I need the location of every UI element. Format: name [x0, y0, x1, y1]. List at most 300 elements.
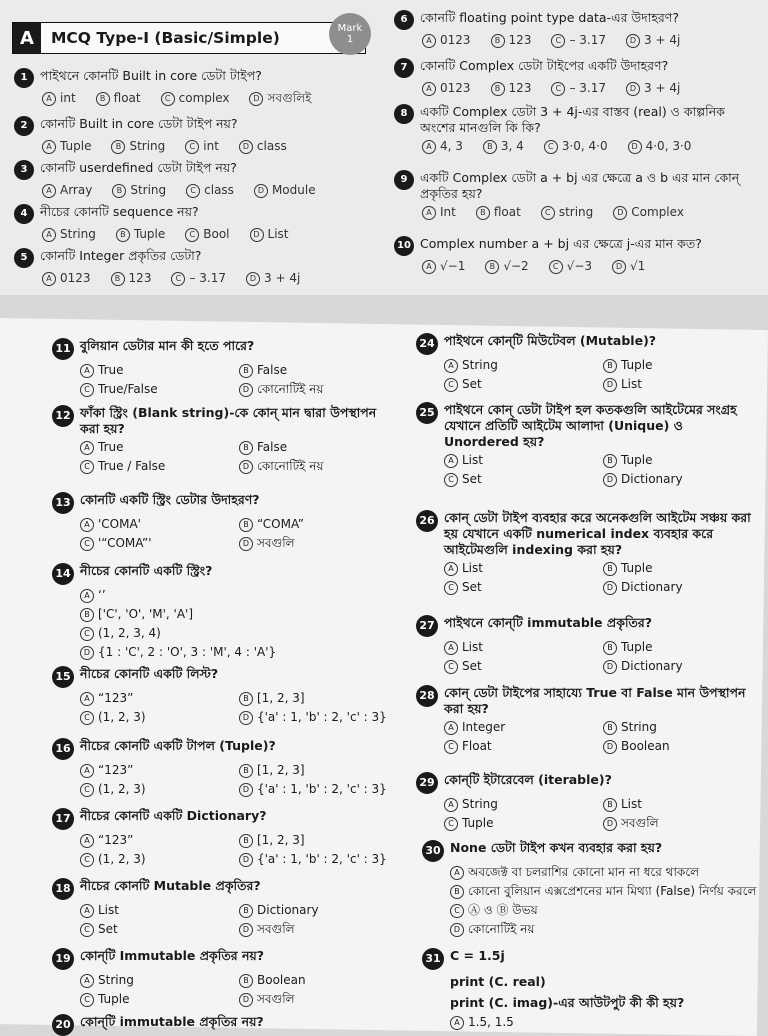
option-letter-icon: C: [185, 140, 199, 154]
question-number: 7: [394, 58, 414, 78]
option-letter-icon: A: [444, 562, 458, 576]
option-letter-icon: D: [239, 993, 253, 1007]
option-text: 123: [508, 33, 532, 47]
option-c[interactable]: [444, 659, 597, 674]
option-letter-icon: B: [116, 228, 130, 242]
option-b[interactable]: [239, 363, 392, 378]
option-letter-icon: A: [42, 184, 56, 198]
mark-badge: [329, 13, 371, 55]
option-text: '“COMA”': [98, 536, 152, 550]
option-c[interactable]: [171, 271, 226, 286]
option-a[interactable]: [444, 358, 597, 373]
option-text: string: [558, 205, 594, 219]
option-c[interactable]: [80, 626, 392, 641]
option-letter-icon: C: [80, 627, 94, 641]
option-b[interactable]: [111, 139, 165, 154]
option-text: Bool: [203, 227, 230, 241]
option-text: সবগুলি: [257, 536, 295, 550]
option-text: √−3: [566, 259, 593, 273]
option-d[interactable]: [603, 659, 756, 674]
option-letter-icon: C: [186, 184, 200, 198]
options-group: [450, 1015, 758, 1030]
option-letter-icon: D: [250, 228, 264, 242]
option-letter-icon: A: [42, 272, 56, 286]
question-stem: [52, 405, 392, 437]
question-25: [416, 402, 756, 487]
option-a[interactable]: [444, 720, 597, 735]
option-b[interactable]: [239, 973, 392, 988]
option-letter-icon: A: [80, 692, 94, 706]
option-text: ['C', 'O', 'M', 'A']: [98, 607, 194, 621]
option-c[interactable]: [444, 816, 597, 831]
option-text: String: [129, 139, 166, 153]
option-letter-icon: A: [444, 454, 458, 468]
option-letter-icon: C: [544, 140, 558, 154]
option-letter-icon: C: [80, 923, 94, 937]
option-d[interactable]: [246, 271, 300, 286]
question-9: [394, 170, 754, 220]
option-text: Dictionary: [621, 659, 683, 673]
option-letter-icon: A: [42, 140, 56, 154]
option-c[interactable]: [186, 183, 234, 198]
question-number: 5: [14, 248, 34, 268]
question-6: [394, 10, 754, 48]
option-a[interactable]: [422, 139, 463, 154]
option-a[interactable]: [42, 91, 76, 106]
option-c[interactable]: [80, 382, 233, 397]
question-stem: [394, 58, 754, 78]
question-text: C = 1.5j: [450, 948, 505, 963]
option-d[interactable]: [239, 139, 287, 154]
question-number: 30: [422, 840, 444, 862]
option-text: 4, 3: [440, 139, 463, 153]
question-text: নীচের কোনটি একটি স্ট্রিং?: [80, 563, 213, 578]
option-c[interactable]: [444, 580, 597, 595]
option-d[interactable]: [239, 852, 392, 867]
option-text: Tuple: [462, 816, 494, 830]
option-letter-icon: A: [80, 904, 94, 918]
options-group: [444, 720, 756, 754]
option-text: Float: [462, 739, 492, 753]
option-a[interactable]: [42, 139, 91, 154]
option-b[interactable]: [239, 440, 392, 455]
option-text: Module: [271, 183, 316, 197]
option-letter-icon: C: [444, 740, 458, 754]
option-text: int: [203, 139, 219, 153]
option-d[interactable]: [80, 645, 392, 660]
option-b[interactable]: [603, 561, 756, 576]
option-a[interactable]: [80, 691, 233, 706]
options-group: [444, 358, 756, 392]
option-text: Dictionary: [621, 472, 683, 486]
option-letter-icon: C: [80, 783, 94, 797]
question-18: [52, 878, 392, 937]
question-text: Complex number a + bj এর ক্ষেত্রে j-এর মান কত?: [420, 236, 702, 251]
option-b[interactable]: [491, 81, 532, 96]
question-stem: [52, 738, 392, 760]
question-number: 4: [14, 204, 34, 224]
option-letter-icon: B: [239, 518, 253, 532]
question-stem: [14, 160, 374, 180]
option-a[interactable]: [444, 640, 597, 655]
option-letter-icon: D: [603, 378, 617, 392]
question-text: নীচের কোনটি একটি Dictionary?: [80, 808, 267, 823]
mark-label: Mark: [337, 23, 363, 34]
option-text: String: [130, 183, 167, 197]
option-c[interactable]: [80, 852, 233, 867]
option-text: Tuple: [60, 139, 92, 153]
option-c[interactable]: [549, 259, 592, 274]
option-b[interactable]: [239, 763, 392, 778]
option-text: String: [462, 797, 498, 811]
option-c[interactable]: [80, 922, 233, 937]
option-letter-icon: A: [80, 589, 94, 603]
option-text: কোনোটিই নয়: [468, 922, 535, 936]
option-d[interactable]: [239, 382, 392, 397]
option-letter-icon: D: [249, 92, 263, 106]
option-d[interactable]: [239, 992, 392, 1007]
option-a[interactable]: [80, 517, 233, 532]
option-c[interactable]: [444, 472, 597, 487]
option-text: Tuple: [621, 453, 653, 467]
question-number: 9: [394, 170, 414, 190]
option-d[interactable]: [249, 91, 311, 106]
question-stem: [394, 10, 754, 30]
question-text: পাইথনে কোন্‌টি মিউটেবল (Mutable)?: [444, 333, 657, 348]
option-text: 123: [508, 81, 532, 95]
option-letter-icon: D: [603, 740, 617, 754]
option-a[interactable]: [444, 561, 597, 576]
option-letter-icon: D: [603, 660, 617, 674]
options-group: [42, 227, 374, 242]
question-stem: [52, 948, 392, 970]
option-text: Set: [462, 659, 482, 673]
option-text: সবগুলি: [621, 816, 659, 830]
options-group: [80, 903, 392, 937]
option-a[interactable]: [450, 1015, 601, 1030]
options-group: [80, 691, 392, 725]
option-a[interactable]: [80, 440, 233, 455]
option-c[interactable]: [444, 377, 597, 392]
option-b[interactable]: [603, 720, 756, 735]
option-letter-icon: D: [246, 272, 260, 286]
option-a[interactable]: [422, 81, 471, 96]
options-group: [444, 453, 756, 487]
options-group: [80, 363, 392, 397]
option-b[interactable]: [96, 91, 141, 106]
option-b[interactable]: [603, 640, 756, 655]
option-c[interactable]: [551, 81, 606, 96]
option-text: “123”: [98, 833, 134, 847]
option-text: “123”: [98, 691, 134, 705]
options-group: [42, 271, 374, 286]
option-text: √−1: [440, 259, 466, 273]
option-c[interactable]: [185, 139, 219, 154]
option-letter-icon: B: [239, 364, 253, 378]
option-text: {'a' : 1, 'b' : 2, 'c' : 3}: [257, 782, 387, 796]
option-a[interactable]: [444, 453, 597, 468]
option-letter-icon: A: [42, 228, 56, 242]
question-26: [416, 510, 756, 595]
question-text: পাইথনে কোন্‌টি immutable প্রকৃতির?: [444, 615, 653, 630]
option-letter-icon: B: [603, 641, 617, 655]
option-b[interactable]: [483, 139, 524, 154]
option-letter-icon: C: [80, 537, 94, 551]
option-text: float: [113, 91, 141, 105]
option-a[interactable]: [80, 363, 233, 378]
question-11: [52, 338, 392, 397]
option-letter-icon: D: [613, 206, 627, 220]
option-text: “COMA”: [257, 517, 304, 531]
question-text: None ডেটা টাইপ কখন ব্যবহার করা হয়?: [450, 840, 663, 855]
question-text: পাইথনে কোনটি Built in core ডেটা টাইপ?: [40, 68, 262, 83]
question-number: 2: [14, 116, 34, 136]
option-text: {'a' : 1, 'b' : 2, 'c' : 3}: [257, 710, 387, 724]
option-c[interactable]: [80, 782, 233, 797]
option-text: Set: [462, 472, 482, 486]
option-a[interactable]: [80, 763, 233, 778]
question-number: 11: [52, 338, 74, 360]
option-b[interactable]: [603, 797, 756, 812]
option-text: List: [462, 561, 483, 575]
option-c[interactable]: [80, 992, 233, 1007]
option-d[interactable]: [613, 205, 684, 220]
question-2: [14, 116, 374, 154]
option-text: (1, 2, 3): [98, 852, 146, 866]
option-letter-icon: B: [603, 798, 617, 812]
question-number: 27: [416, 615, 438, 637]
question-stem: [52, 666, 392, 688]
option-text: কোনোটিই নয়: [257, 382, 324, 396]
option-text: List: [267, 227, 289, 241]
question-15: [52, 666, 392, 725]
option-a[interactable]: [80, 903, 233, 918]
option-letter-icon: B: [239, 692, 253, 706]
option-a[interactable]: [80, 973, 233, 988]
option-text: Dictionary: [257, 903, 319, 917]
question-text: নীচের কোনটি একটি টাপল (Tuple)?: [80, 738, 276, 753]
option-d[interactable]: [239, 922, 392, 937]
option-text: 3 + 4j: [644, 81, 681, 95]
question-text: কোনটি Complex ডেটা টাইপের একটি উদাহরণ?: [420, 58, 669, 73]
option-text: সবগুলিই: [267, 91, 312, 105]
option-b[interactable]: [116, 227, 165, 242]
option-c[interactable]: [80, 536, 233, 551]
question-extra-line: print (C. real): [450, 974, 546, 989]
question-text: কোন্‌টি ইটারেবেল (iterable)?: [444, 772, 612, 787]
option-letter-icon: A: [450, 866, 464, 880]
option-letter-icon: D: [450, 923, 464, 937]
options-group: [422, 81, 754, 96]
option-d[interactable]: [626, 81, 680, 96]
question-number: 13: [52, 492, 74, 514]
option-c[interactable]: [80, 459, 233, 474]
option-text: 3, 4: [500, 139, 524, 153]
options-group: [80, 763, 392, 797]
option-d[interactable]: [628, 139, 692, 154]
option-text: √−2: [503, 259, 529, 273]
option-d[interactable]: [239, 710, 392, 725]
question-number: 10: [394, 236, 414, 256]
option-text: List: [462, 640, 483, 654]
option-c[interactable]: [541, 205, 593, 220]
options-group: [42, 139, 374, 154]
option-d[interactable]: [612, 259, 645, 274]
option-letter-icon: D: [239, 783, 253, 797]
question-10: [394, 236, 754, 274]
option-text: [1, 2, 3]: [257, 691, 305, 705]
option-d[interactable]: [239, 459, 392, 474]
option-b[interactable]: [476, 205, 521, 220]
option-a[interactable]: [422, 205, 456, 220]
question-text: কোন্ ডেটা টাইপের সাহায্যে True বা False মান উপস্থাপন করা হয়?: [444, 685, 746, 716]
option-b[interactable]: [239, 833, 392, 848]
option-letter-icon: C: [171, 272, 185, 286]
option-a[interactable]: [42, 271, 91, 286]
option-c[interactable]: [551, 33, 606, 48]
option-b[interactable]: [491, 33, 532, 48]
question-number: 8: [394, 104, 414, 124]
option-c[interactable]: [185, 227, 229, 242]
option-b[interactable]: [485, 259, 528, 274]
option-a[interactable]: [444, 797, 597, 812]
option-c[interactable]: [450, 903, 758, 918]
option-a[interactable]: [80, 588, 392, 603]
option-letter-icon: B: [450, 885, 464, 899]
option-letter-icon: D: [254, 184, 268, 198]
option-letter-icon: C: [551, 82, 565, 96]
option-b[interactable]: [603, 358, 756, 373]
option-letter-icon: A: [422, 206, 436, 220]
option-text: 1.5, 1.5: [468, 1015, 514, 1029]
option-letter-icon: A: [444, 798, 458, 812]
question-text: ফাঁকা স্ট্রিং (Blank string)-কে কোন্ মান দ্বারা উপস্থাপন করা হয়?: [80, 405, 377, 436]
option-text: (1, 2, 3): [98, 710, 146, 724]
option-letter-icon: B: [485, 260, 499, 274]
option-a[interactable]: [42, 183, 92, 198]
option-b[interactable]: [239, 517, 392, 532]
option-b[interactable]: [239, 903, 392, 918]
option-letter-icon: B: [476, 206, 490, 220]
option-letter-icon: A: [444, 359, 458, 373]
option-letter-icon: D: [239, 711, 253, 725]
option-letter-icon: D: [603, 581, 617, 595]
option-d[interactable]: [239, 536, 392, 551]
option-d[interactable]: [239, 782, 392, 797]
question-12: [52, 405, 392, 474]
option-a[interactable]: [42, 227, 96, 242]
option-c[interactable]: [544, 139, 608, 154]
option-d[interactable]: [450, 922, 758, 937]
option-letter-icon: C: [80, 460, 94, 474]
option-letter-icon: C: [541, 206, 555, 220]
section-badge: A: [13, 23, 41, 53]
question-stem: [416, 402, 756, 450]
option-letter-icon: C: [80, 383, 94, 397]
question-stem: [52, 808, 392, 830]
option-a[interactable]: [450, 865, 758, 880]
option-a[interactable]: [422, 259, 465, 274]
option-text: False: [257, 440, 288, 454]
question-4: [14, 204, 374, 242]
option-b[interactable]: [450, 884, 758, 899]
option-a[interactable]: [422, 33, 471, 48]
option-text: সবগুলি: [257, 922, 295, 936]
option-text: False: [257, 363, 288, 377]
option-d[interactable]: [250, 227, 289, 242]
option-letter-icon: A: [422, 34, 436, 48]
question-stem: [416, 772, 756, 794]
option-d[interactable]: [603, 377, 756, 392]
option-b[interactable]: [80, 607, 392, 622]
option-letter-icon: A: [422, 260, 436, 274]
option-d[interactable]: [603, 472, 756, 487]
option-c[interactable]: [444, 739, 597, 754]
option-text: Tuple: [621, 358, 653, 372]
option-letter-icon: C: [161, 92, 175, 106]
option-letter-icon: A: [80, 518, 94, 532]
option-c[interactable]: [161, 91, 230, 106]
option-c[interactable]: [80, 710, 233, 725]
option-d[interactable]: [603, 739, 756, 754]
question-stem: [416, 333, 756, 355]
option-letter-icon: D: [239, 853, 253, 867]
question-stem: [422, 948, 758, 970]
option-letter-icon: D: [239, 460, 253, 474]
option-text: True: [98, 440, 124, 454]
option-letter-icon: C: [444, 378, 458, 392]
question-28: [416, 685, 756, 754]
option-d[interactable]: [254, 183, 316, 198]
question-number: 16: [52, 738, 74, 760]
question-stem: [416, 510, 756, 558]
option-letter-icon: A: [80, 364, 94, 378]
options-group: [444, 640, 756, 674]
option-letter-icon: B: [603, 359, 617, 373]
option-letter-icon: C: [450, 904, 464, 918]
question-stem: [52, 492, 392, 514]
option-text: Tuple: [98, 992, 130, 1006]
option-letter-icon: B: [603, 721, 617, 735]
options-group: [80, 517, 392, 551]
option-letter-icon: A: [422, 82, 436, 96]
question-text: কোন্‌টি immutable প্রকৃতির নয়?: [80, 1014, 264, 1029]
question-text: নীচের কোনটি sequence নয়?: [40, 204, 199, 219]
option-text: কোনো বুলিয়ান এক্সপ্রেশনের মান মিথ্যা (False) নির্ণয় করলে: [468, 884, 757, 898]
option-letter-icon: B: [96, 92, 110, 106]
option-text: Complex: [631, 205, 684, 219]
option-b[interactable]: [239, 691, 392, 706]
option-text: 0123: [440, 33, 471, 47]
option-b[interactable]: [112, 183, 166, 198]
option-letter-icon: A: [444, 721, 458, 735]
option-letter-icon: B: [239, 974, 253, 988]
option-letter-icon: C: [80, 853, 94, 867]
option-b[interactable]: [111, 271, 152, 286]
option-d[interactable]: [626, 33, 680, 48]
option-text: [1, 2, 3]: [257, 763, 305, 777]
option-d[interactable]: [603, 816, 756, 831]
option-text: 123: [128, 271, 152, 285]
option-text: কোনোটিই নয়: [257, 459, 324, 473]
option-a[interactable]: [80, 833, 233, 848]
option-d[interactable]: [603, 580, 756, 595]
option-text: Ⓐ ও Ⓑ উভয়: [468, 903, 538, 917]
question-stem: [52, 563, 392, 585]
question-stem: [52, 338, 392, 360]
option-text: “123”: [98, 763, 134, 777]
option-b[interactable]: [603, 453, 756, 468]
